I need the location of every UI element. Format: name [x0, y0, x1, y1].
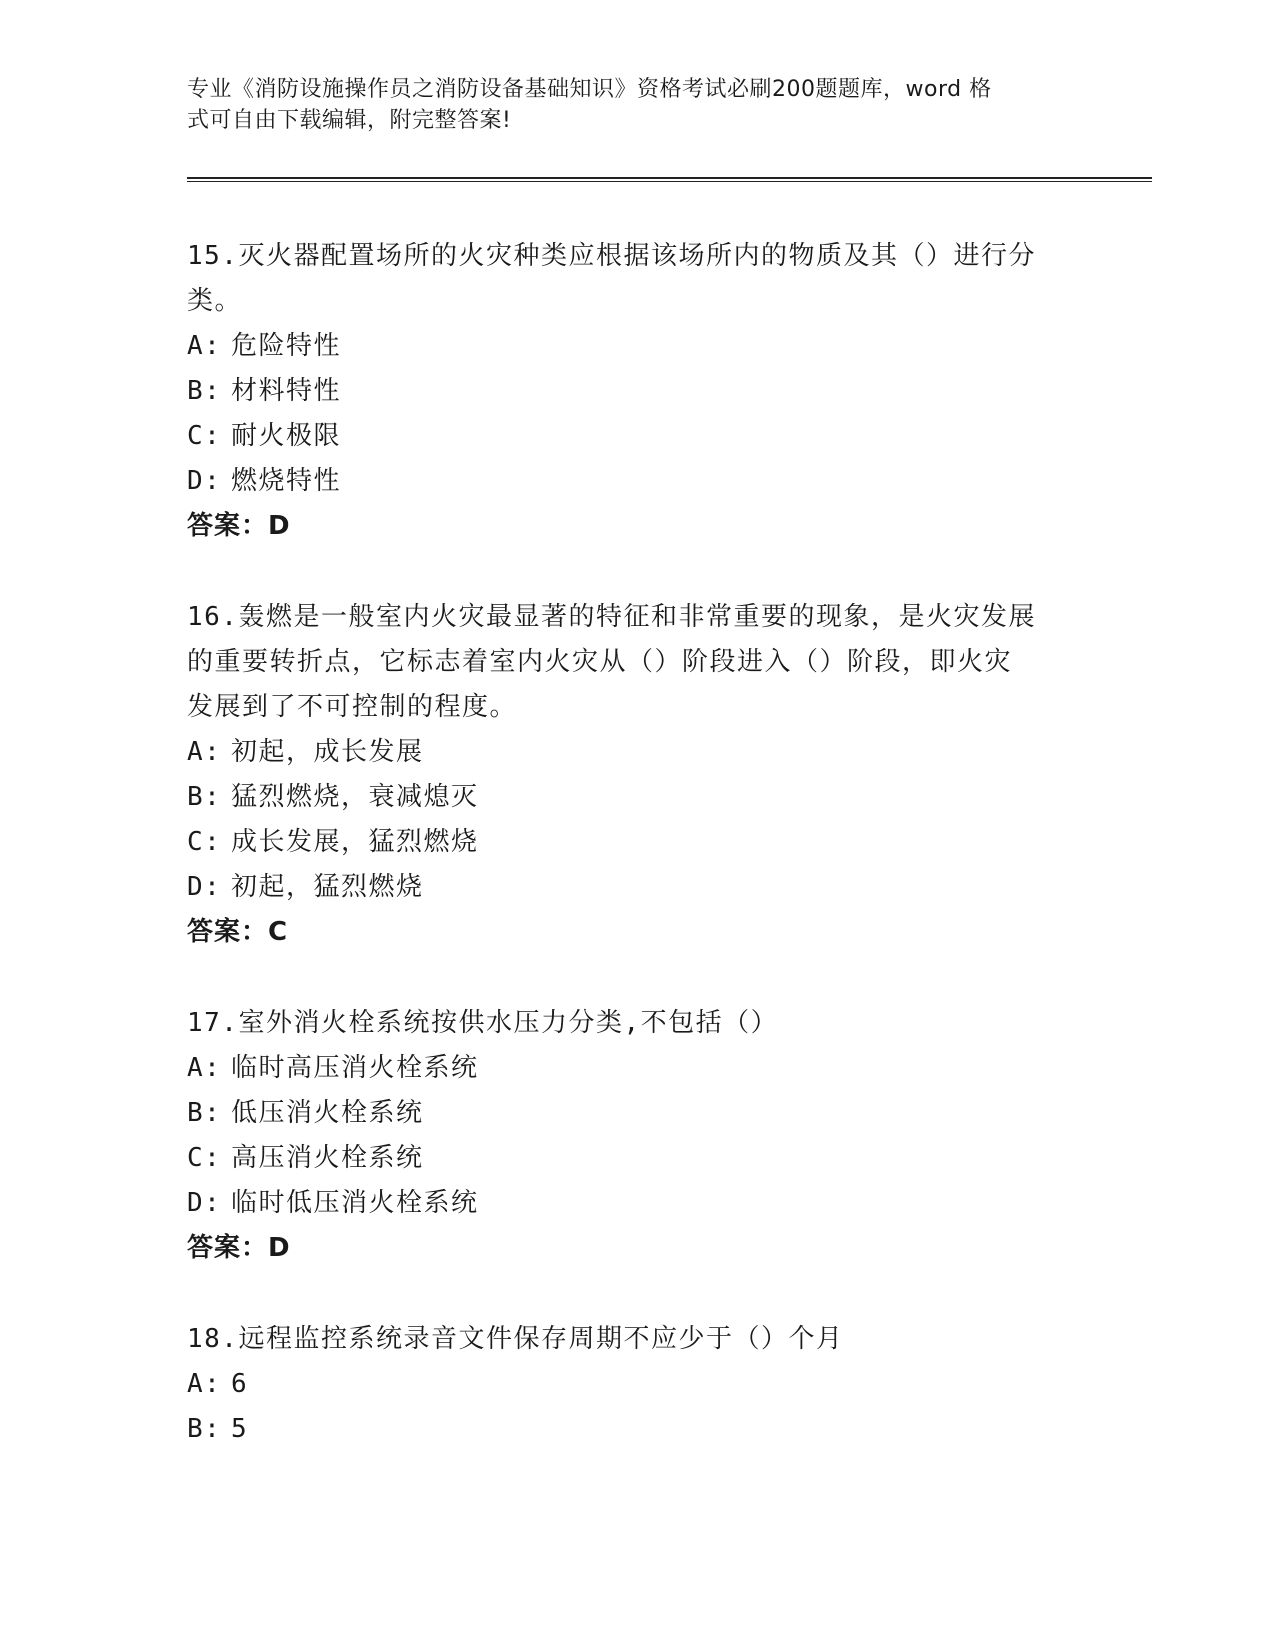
option-key: B:	[187, 1098, 222, 1128]
option-text: 初起，成长发展	[231, 737, 424, 767]
option-key: A:	[187, 331, 222, 361]
option-key: D:	[187, 1188, 222, 1218]
option-c	[187, 414, 1087, 459]
option-a	[187, 1362, 1087, 1407]
question-text-line: 17.室外消火栓系统按供水压力分类,不包括（）	[187, 1008, 779, 1038]
option-text: 成长发展，猛烈燃烧	[231, 827, 479, 857]
question-list	[187, 234, 1087, 1498]
option-text: 初起，猛烈燃烧	[231, 872, 424, 902]
option-text: 耐火极限	[231, 421, 342, 451]
question-text	[187, 595, 1087, 730]
header-line-1: 专业《消防设施操作员之消防设备基础知识》资格考试必刷200题题库，word 格	[187, 77, 992, 102]
option-text: 燃烧特性	[231, 466, 342, 496]
option-key: C:	[187, 1143, 222, 1173]
question-15	[187, 234, 1087, 549]
question-text-line: 16.轰燃是一般室内火灾最显著的特征和非常重要的现象，是火灾发展	[187, 602, 1036, 632]
option-key: A:	[187, 1369, 222, 1399]
option-d	[187, 459, 1087, 504]
option-a	[187, 1046, 1087, 1091]
question-text	[187, 234, 1087, 324]
option-key: A:	[187, 737, 222, 767]
question-18	[187, 1317, 1087, 1452]
option-d	[187, 1181, 1087, 1226]
answer-label: 答案：C	[187, 917, 289, 947]
option-text: 材料特性	[231, 376, 342, 406]
option-b	[187, 1091, 1087, 1136]
option-text: 猛烈燃烧，衰减熄灭	[231, 782, 479, 812]
option-key: C:	[187, 421, 222, 451]
option-text: 5	[231, 1414, 249, 1444]
question-text-line: 15.灭火器配置场所的火灾种类应根据该场所内的物质及其（）进行分	[187, 241, 1036, 271]
option-key: A:	[187, 1053, 222, 1083]
option-key: B:	[187, 782, 222, 812]
option-d	[187, 865, 1087, 910]
question-text-line: 发展到了不可控制的程度。	[187, 692, 518, 722]
option-key: C:	[187, 827, 222, 857]
question-text-line: 类。	[187, 286, 243, 316]
question-text	[187, 1317, 1087, 1362]
option-c	[187, 820, 1087, 865]
header-divider	[187, 177, 1152, 182]
option-a	[187, 324, 1087, 369]
answer-label: 答案：D	[187, 511, 291, 541]
question-16	[187, 595, 1087, 955]
option-key: D:	[187, 466, 222, 496]
header-line-2: 式可自由下载编辑，附完整答案!	[187, 108, 512, 133]
question-text-line: 的重要转折点，它标志着室内火灾从（）阶段进入（）阶段，即火灾	[187, 647, 1013, 677]
question-text	[187, 1001, 1087, 1046]
option-b	[187, 775, 1087, 820]
option-text: 6	[231, 1369, 249, 1399]
option-b	[187, 369, 1087, 414]
document-header	[187, 74, 1087, 136]
option-c	[187, 1136, 1087, 1181]
option-text: 临时高压消火栓系统	[231, 1053, 479, 1083]
option-text: 高压消火栓系统	[231, 1143, 424, 1173]
option-key: B:	[187, 1414, 222, 1444]
option-text: 临时低压消火栓系统	[231, 1188, 479, 1218]
option-text: 低压消火栓系统	[231, 1098, 424, 1128]
question-17	[187, 1001, 1087, 1271]
option-key: D:	[187, 872, 222, 902]
answer-label: 答案：D	[187, 1233, 291, 1263]
option-a	[187, 730, 1087, 775]
option-b	[187, 1407, 1087, 1452]
question-text-line: 18.远程监控系统录音文件保存周期不应少于（）个月	[187, 1324, 844, 1354]
option-key: B:	[187, 376, 222, 406]
option-text: 危险特性	[231, 331, 342, 361]
